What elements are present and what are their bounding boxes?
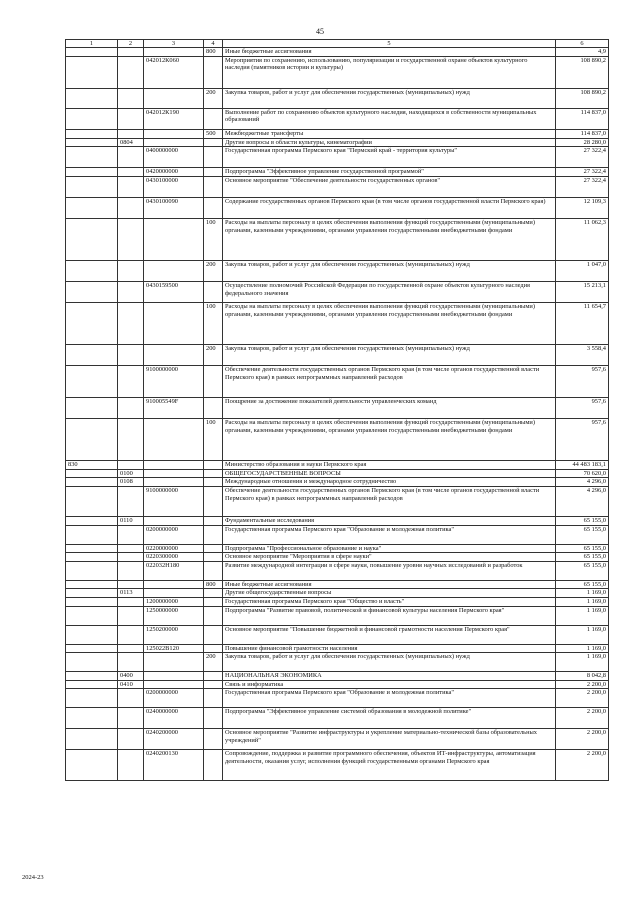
expense-type-cell: [204, 544, 223, 553]
ministry-code-cell: [66, 261, 118, 282]
target-article-cell: 9100000000: [144, 366, 204, 398]
target-article-cell: [144, 461, 204, 470]
target-article-cell: 042012К060: [144, 56, 204, 88]
section-code-cell: [118, 606, 144, 625]
table-row: [66, 672, 609, 681]
amount-cell: 3 558,4: [556, 345, 609, 366]
target-article-cell: 1250000000: [144, 606, 204, 625]
section-code-cell: [118, 729, 144, 750]
footer-code: 2024-23: [22, 874, 44, 881]
table-row: [66, 56, 609, 88]
target-article-cell: [144, 478, 204, 487]
ministry-code-cell: [66, 168, 118, 177]
target-article-cell: [144, 469, 204, 478]
amount-cell: 28 280,0: [556, 138, 609, 147]
section-code-cell: [118, 147, 144, 168]
expense-type-cell: [204, 672, 223, 681]
expense-type-cell: [204, 561, 223, 580]
table-row: [66, 553, 609, 562]
ministry-code-cell: [66, 282, 118, 303]
table-row: [66, 419, 609, 461]
table-row: [66, 48, 609, 57]
ministry-code-cell: [66, 177, 118, 198]
table-row: [66, 469, 609, 478]
ministry-code-cell: [66, 544, 118, 553]
item-name-cell: Закупка товаров, работ и услуг для обеспечения государственных (муниципальных) нужд: [223, 88, 556, 108]
section-code-cell: [118, 486, 144, 516]
target-article-cell: 042012К190: [144, 108, 204, 129]
table-row: [66, 261, 609, 282]
amount-cell: 44 483 183,1: [556, 461, 609, 470]
section-code-cell: [118, 303, 144, 345]
expense-type-cell: [204, 750, 223, 781]
header-col-2: 2: [118, 40, 144, 48]
item-name-cell: Подпрограмма "Развитие правовой, политической и финансовой культуры населения Пермского края": [223, 606, 556, 625]
table-row: [66, 345, 609, 366]
ministry-code-cell: [66, 597, 118, 606]
expense-type-cell: [204, 553, 223, 562]
ministry-code-cell: [66, 138, 118, 147]
expense-type-cell: [204, 198, 223, 219]
amount-cell: 65 155,0: [556, 580, 609, 589]
amount-cell: 2 200,0: [556, 689, 609, 708]
target-article-cell: 0430159500: [144, 282, 204, 303]
expense-type-cell: [204, 461, 223, 470]
section-code-cell: 0113: [118, 589, 144, 598]
item-name-cell: Закупка товаров, работ и услуг для обеспечения государственных (муниципальных) нужд: [223, 261, 556, 282]
amount-cell: 27 322,4: [556, 177, 609, 198]
section-code-cell: 0108: [118, 478, 144, 487]
section-code-cell: [118, 553, 144, 562]
ministry-code-cell: [66, 108, 118, 129]
item-name-cell: Закупка товаров, работ и услуг для обеспечения государственных (муниципальных) нужд: [223, 653, 556, 672]
expense-type-cell: [204, 644, 223, 653]
table-row: [66, 597, 609, 606]
item-name-cell: Связь и информатика: [223, 680, 556, 689]
amount-cell: 2 200,0: [556, 750, 609, 781]
section-code-cell: [118, 597, 144, 606]
section-code-cell: [118, 177, 144, 198]
section-code-cell: [118, 129, 144, 138]
target-article-cell: 0400000000: [144, 147, 204, 168]
table-row: [66, 644, 609, 653]
section-code-cell: [118, 48, 144, 57]
expense-type-cell: 800: [204, 48, 223, 57]
header-col-5: 5: [223, 40, 556, 48]
target-article-cell: 125022В120: [144, 644, 204, 653]
section-code-cell: [118, 88, 144, 108]
item-name-cell: Министерство образования и науки Пермского края: [223, 461, 556, 470]
ministry-code-cell: [66, 56, 118, 88]
ministry-code-cell: [66, 689, 118, 708]
section-code-cell: [118, 345, 144, 366]
table-row: [66, 282, 609, 303]
table-row: [66, 108, 609, 129]
target-article-cell: 0200000000: [144, 689, 204, 708]
expense-type-cell: [204, 625, 223, 644]
item-name-cell: Поощрение за достижение показателей деятельности управленческих команд: [223, 398, 556, 419]
item-name-cell: Государственная программа Пермского края "Пермский край - территория культуры": [223, 147, 556, 168]
section-code-cell: [118, 198, 144, 219]
ministry-code-cell: [66, 672, 118, 681]
target-article-cell: 1250200000: [144, 625, 204, 644]
expense-type-cell: [204, 469, 223, 478]
expense-type-cell: 200: [204, 653, 223, 672]
table-row: [66, 486, 609, 516]
table-row: [66, 461, 609, 470]
amount-cell: 15 213,1: [556, 282, 609, 303]
item-name-cell: Иные бюджетные ассигнования: [223, 580, 556, 589]
target-article-cell: [144, 653, 204, 672]
item-name-cell: Подпрограмма "Профессиональное образование и наука": [223, 544, 556, 553]
amount-cell: 114 837,0: [556, 129, 609, 138]
expense-type-cell: 100: [204, 219, 223, 261]
amount-cell: 957,6: [556, 419, 609, 461]
budget-table: [65, 39, 609, 781]
header-col-4: 4: [204, 40, 223, 48]
expense-type-cell: [204, 366, 223, 398]
ministry-code-cell: [66, 680, 118, 689]
section-code-cell: [118, 366, 144, 398]
section-code-cell: [118, 398, 144, 419]
amount-cell: 2 200,0: [556, 708, 609, 729]
amount-cell: 11 062,3: [556, 219, 609, 261]
ministry-code-cell: [66, 345, 118, 366]
table-row: [66, 729, 609, 750]
item-name-cell: Другие общегосударственные вопросы: [223, 589, 556, 598]
expense-type-cell: 200: [204, 345, 223, 366]
ministry-code-cell: [66, 129, 118, 138]
expense-type-cell: [204, 689, 223, 708]
expense-type-cell: 200: [204, 261, 223, 282]
item-name-cell: Мероприятия по сохранению, использованию, популяризации и государственной охране объектов культурного наследия (памятников истории и культуры): [223, 56, 556, 88]
table-row: [66, 198, 609, 219]
amount-cell: 1 047,0: [556, 261, 609, 282]
target-article-cell: 0220000000: [144, 544, 204, 553]
target-article-cell: 0240200000: [144, 729, 204, 750]
ministry-code-cell: [66, 589, 118, 598]
ministry-code-cell: [66, 219, 118, 261]
item-name-cell: Расходы на выплаты персоналу в целях обеспечения выполнения функций государственными (муниципальными) органами, казенными учреждениями, органами управления государственными внебюджетными фондами: [223, 303, 556, 345]
ministry-code-cell: [66, 469, 118, 478]
expense-type-cell: [204, 177, 223, 198]
item-name-cell: Основное мероприятие "Мероприятия в сфере науки": [223, 553, 556, 562]
ministry-code-cell: [66, 48, 118, 57]
expense-type-cell: [204, 282, 223, 303]
target-article-cell: [144, 419, 204, 461]
section-code-cell: [118, 261, 144, 282]
section-code-cell: [118, 625, 144, 644]
expense-type-cell: [204, 729, 223, 750]
item-name-cell: Выполнение работ по сохранению объектов культурного наследия, находящихся в собственности муниципальных образований: [223, 108, 556, 129]
amount-cell: 957,6: [556, 366, 609, 398]
item-name-cell: Содержание государственных органов Пермского края (в том числе органов государственной власти Пермского края): [223, 198, 556, 219]
ministry-code-cell: 830: [66, 461, 118, 470]
item-name-cell: Фундаментальные исследования: [223, 516, 556, 525]
section-code-cell: 0410: [118, 680, 144, 689]
section-code-cell: [118, 56, 144, 88]
amount-cell: 4 296,0: [556, 486, 609, 516]
amount-cell: 70 620,0: [556, 469, 609, 478]
ministry-code-cell: [66, 419, 118, 461]
ministry-code-cell: [66, 88, 118, 108]
amount-cell: 65 155,0: [556, 516, 609, 525]
table-row: [66, 544, 609, 553]
item-name-cell: Расходы на выплаты персоналу в целях обеспечения выполнения функций государственными (муниципальными) органами, казенными учреждениями, органами управления государственными внебюджетными фондами: [223, 419, 556, 461]
section-code-cell: [118, 580, 144, 589]
expense-type-cell: [204, 56, 223, 88]
table-row: [66, 625, 609, 644]
table-row: [66, 366, 609, 398]
table-row: [66, 147, 609, 168]
expense-type-cell: [204, 597, 223, 606]
target-article-cell: 0220300000: [144, 553, 204, 562]
table-row: [66, 516, 609, 525]
ministry-code-cell: [66, 553, 118, 562]
item-name-cell: Государственная программа Пермского края "Образование и молодежная политика": [223, 525, 556, 544]
ministry-code-cell: [66, 653, 118, 672]
table-row: [66, 680, 609, 689]
table-row: [66, 653, 609, 672]
table-body: [66, 48, 609, 781]
target-article-cell: 022032Н180: [144, 561, 204, 580]
item-name-cell: Закупка товаров, работ и услуг для обеспечения государственных (муниципальных) нужд: [223, 345, 556, 366]
ministry-code-cell: [66, 625, 118, 644]
ministry-code-cell: [66, 644, 118, 653]
amount-cell: 114 837,0: [556, 108, 609, 129]
target-article-cell: 0200000000: [144, 525, 204, 544]
item-name-cell: Иные бюджетные ассигнования: [223, 48, 556, 57]
table-header-row: [66, 40, 609, 48]
table-row: [66, 138, 609, 147]
amount-cell: 11 654,7: [556, 303, 609, 345]
table-row: [66, 129, 609, 138]
expense-type-cell: [204, 680, 223, 689]
item-name-cell: Межбюджетные трансферты: [223, 129, 556, 138]
header-col-1: 1: [66, 40, 118, 48]
target-article-cell: 0240000000: [144, 708, 204, 729]
amount-cell: 1 169,0: [556, 653, 609, 672]
amount-cell: 65 155,0: [556, 553, 609, 562]
expense-type-cell: [204, 486, 223, 516]
table-row: [66, 177, 609, 198]
section-code-cell: 0100: [118, 469, 144, 478]
ministry-code-cell: [66, 750, 118, 781]
table-row: [66, 589, 609, 598]
table-row: [66, 398, 609, 419]
target-article-cell: [144, 129, 204, 138]
target-article-cell: [144, 580, 204, 589]
section-code-cell: 0110: [118, 516, 144, 525]
table-row: [66, 580, 609, 589]
ministry-code-cell: [66, 198, 118, 219]
target-article-cell: [144, 303, 204, 345]
item-name-cell: Подпрограмма "Эффективное управление государственной программой": [223, 168, 556, 177]
table-row: [66, 689, 609, 708]
item-name-cell: Государственная программа Пермского края "Образование и молодежная политика": [223, 689, 556, 708]
table-row: [66, 750, 609, 781]
amount-cell: 65 155,0: [556, 544, 609, 553]
item-name-cell: Основное мероприятие "Повышение бюджетной и финансовой грамотности населения Пермского края": [223, 625, 556, 644]
target-article-cell: [144, 88, 204, 108]
section-code-cell: [118, 461, 144, 470]
table-row: [66, 606, 609, 625]
section-code-cell: [118, 561, 144, 580]
amount-cell: 65 155,0: [556, 561, 609, 580]
target-article-cell: [144, 672, 204, 681]
table-row: [66, 525, 609, 544]
table-row: [66, 168, 609, 177]
section-code-cell: [118, 644, 144, 653]
amount-cell: 108 890,2: [556, 88, 609, 108]
expense-type-cell: [204, 589, 223, 598]
target-article-cell: 0430100000: [144, 177, 204, 198]
target-article-cell: [144, 138, 204, 147]
section-code-cell: [118, 708, 144, 729]
expense-type-cell: [204, 478, 223, 487]
table-row: [66, 88, 609, 108]
target-article-cell: 0420000000: [144, 168, 204, 177]
amount-cell: 1 169,0: [556, 644, 609, 653]
item-name-cell: Расходы на выплаты персоналу в целях обеспечения выполнения функций государственными (муниципальными) органами, казенными учреждениями, органами управления государственными внебюджетными фондами: [223, 219, 556, 261]
section-code-cell: [118, 219, 144, 261]
expense-type-cell: 100: [204, 419, 223, 461]
expense-type-cell: [204, 708, 223, 729]
ministry-code-cell: [66, 525, 118, 544]
amount-cell: 12 109,3: [556, 198, 609, 219]
target-article-cell: [144, 345, 204, 366]
expense-type-cell: [204, 516, 223, 525]
amount-cell: 957,6: [556, 398, 609, 419]
expense-type-cell: [204, 147, 223, 168]
target-article-cell: 9100000000: [144, 486, 204, 516]
section-code-cell: [118, 419, 144, 461]
table-row: [66, 219, 609, 261]
ministry-code-cell: [66, 580, 118, 589]
expense-type-cell: 100: [204, 303, 223, 345]
ministry-code-cell: [66, 398, 118, 419]
expense-type-cell: 500: [204, 129, 223, 138]
target-article-cell: [144, 48, 204, 57]
amount-cell: 1 169,0: [556, 606, 609, 625]
ministry-code-cell: [66, 303, 118, 345]
target-article-cell: 1200000000: [144, 597, 204, 606]
section-code-cell: 0804: [118, 138, 144, 147]
amount-cell: 4,9: [556, 48, 609, 57]
table-row: [66, 561, 609, 580]
ministry-code-cell: [66, 478, 118, 487]
table-row: [66, 478, 609, 487]
target-article-cell: [144, 219, 204, 261]
ministry-code-cell: [66, 147, 118, 168]
target-article-cell: [144, 589, 204, 598]
header-col-6: 6: [556, 40, 609, 48]
amount-cell: 4 296,0: [556, 478, 609, 487]
amount-cell: 65 155,0: [556, 525, 609, 544]
amount-cell: 2 200,0: [556, 729, 609, 750]
ministry-code-cell: [66, 708, 118, 729]
amount-cell: 2 200,0: [556, 680, 609, 689]
item-name-cell: Основное мероприятие "Обеспечение деятельности государственных органов": [223, 177, 556, 198]
ministry-code-cell: [66, 561, 118, 580]
amount-cell: 1 169,0: [556, 589, 609, 598]
section-code-cell: [118, 689, 144, 708]
expense-type-cell: [204, 108, 223, 129]
section-code-cell: [118, 168, 144, 177]
amount-cell: 1 169,0: [556, 625, 609, 644]
item-name-cell: Осуществление полномочий Российской Федерации по государственной охране объектов культурного наследия федерального значения: [223, 282, 556, 303]
expense-type-cell: 800: [204, 580, 223, 589]
target-article-cell: 0430100090: [144, 198, 204, 219]
table-row: [66, 708, 609, 729]
item-name-cell: ОБЩЕГОСУДАРСТВЕННЫЕ ВОПРОСЫ: [223, 469, 556, 478]
section-code-cell: [118, 108, 144, 129]
item-name-cell: Государственная программа Пермского края "Общество и власть": [223, 597, 556, 606]
amount-cell: 27 322,4: [556, 147, 609, 168]
section-code-cell: [118, 525, 144, 544]
ministry-code-cell: [66, 366, 118, 398]
page-number: 45: [316, 27, 324, 36]
section-code-cell: [118, 750, 144, 781]
target-article-cell: 910005549F: [144, 398, 204, 419]
section-code-cell: [118, 282, 144, 303]
ministry-code-cell: [66, 486, 118, 516]
expense-type-cell: [204, 138, 223, 147]
amount-cell: 108 890,2: [556, 56, 609, 88]
ministry-code-cell: [66, 606, 118, 625]
target-article-cell: 0240200130: [144, 750, 204, 781]
expense-type-cell: [204, 606, 223, 625]
expense-type-cell: [204, 398, 223, 419]
expense-type-cell: [204, 525, 223, 544]
expense-type-cell: 200: [204, 88, 223, 108]
amount-cell: 1 169,0: [556, 597, 609, 606]
section-code-cell: [118, 544, 144, 553]
item-name-cell: Развитие международной интеграции в сфере науки, повышение уровня научных исследований и разработок: [223, 561, 556, 580]
section-code-cell: 0400: [118, 672, 144, 681]
target-article-cell: [144, 516, 204, 525]
item-name-cell: Основное мероприятие "Развитие инфраструктуры и укрепление материально-технической базы образовательных учреждений": [223, 729, 556, 750]
target-article-cell: [144, 680, 204, 689]
item-name-cell: Подпрограмма "Эффективное управление системой образования в молодежной политике": [223, 708, 556, 729]
item-name-cell: Другие вопросы в области культуры, кинематографии: [223, 138, 556, 147]
amount-cell: 8 042,8: [556, 672, 609, 681]
header-col-3: 3: [144, 40, 204, 48]
table-row: [66, 303, 609, 345]
item-name-cell: НАЦИОНАЛЬНАЯ ЭКОНОМИКА: [223, 672, 556, 681]
item-name-cell: Повышение финансовой грамотности населения: [223, 644, 556, 653]
ministry-code-cell: [66, 729, 118, 750]
section-code-cell: [118, 653, 144, 672]
item-name-cell: Международные отношения и международное сотрудничество: [223, 478, 556, 487]
item-name-cell: Обеспечение деятельности государственных органов Пермского края (в том числе органов государственной власти Пермского края) в рамках непрограммных направлений расходов: [223, 366, 556, 398]
target-article-cell: [144, 261, 204, 282]
item-name-cell: Сопровождение, поддержка и развитие программного обеспечения, объектов ИТ-инфраструктуры, автоматизация деятельности, оказания услуг, исполнения функций государственными органами Пермского края: [223, 750, 556, 781]
amount-cell: 27 322,4: [556, 168, 609, 177]
ministry-code-cell: [66, 516, 118, 525]
expense-type-cell: [204, 168, 223, 177]
item-name-cell: Обеспечение деятельности государственных органов Пермского края (в том числе органов государственной власти Пермского края) в рамках непрограммных направлений расходов: [223, 486, 556, 516]
